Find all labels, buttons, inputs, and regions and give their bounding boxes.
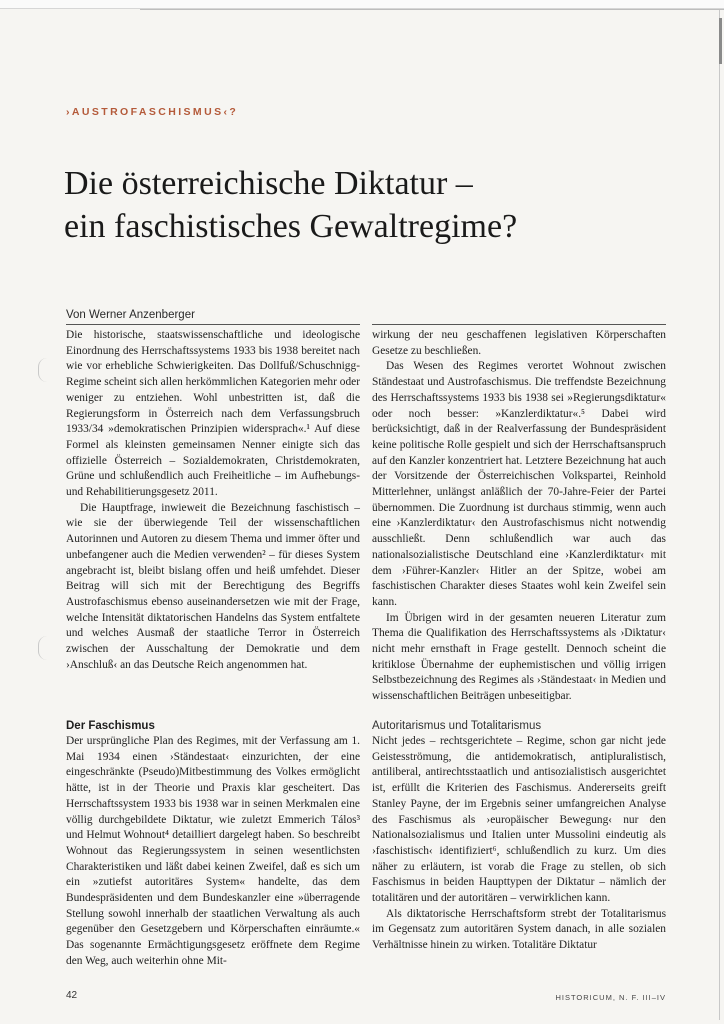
paragraph: Im Übrigen wird in der gesamten neueren Literatur zum Thema die Qualifikation des Herrschaftssystems als ›Diktatur‹ nicht mehr ernsthaft in Frage gestellt. Dennoch scheint die kritiklose Übernahme der euphemistischen und völlig irrigen Selbstbezeichnung des Regimes als ›Ständestaat‹ in Medien und wissenschaftlichen Beiträgen unbeseitigbar. <box>372 611 666 703</box>
title-line-2: ein faschistisches Gewaltregime? <box>64 208 518 245</box>
column-rule-left <box>66 324 360 325</box>
journal-footer: HISTORICUM, N. F. III–IV <box>555 993 666 1002</box>
autoritarismus-section <box>372 718 666 954</box>
faschismus-section <box>66 718 360 970</box>
page-number: 42 <box>66 990 78 1001</box>
section-kicker: ›AUSTROFASCHISMUS‹? <box>66 106 239 118</box>
paragraph: wirkung der neu geschaffenen legislativen Körperschaften Gesetze zu beschließen. <box>372 329 666 357</box>
paragraph: Die Hauptfrage, inwieweit die Bezeichnung faschistisch – wie sie der überwiegende Teil der wissenschaftlichen Autorinnen und Autoren zu diesem Thema und immer öfter und unbefangener auch die Medien verwenden² – für dieses System angebracht ist, bleibt bislang offen und heiß umfehdet. Dieser Beitrag will sich mit der Berechtigung des Begriffs Austrofaschismus ebenso auseinandersetzen wie mit der Frage, welche Intensität diktatorischen Handelns das System entfaltete und welches Ausmaß der staatliche Terror in Österreich zwischen der Ausschaltung der Demokratie und dem ›Anschluß‹ an das Deutsche Reich angenommen hat. <box>66 501 360 671</box>
intro-right-column <box>372 328 666 705</box>
punch-hole <box>38 636 47 660</box>
article-title <box>64 162 664 248</box>
scan-right-edge <box>719 10 720 1020</box>
column-rule-right <box>372 324 666 325</box>
paragraph: Das Wesen des Regimes verortet Wohnout zwischen Ständestaat und Austrofaschismus. Die treffendste Bezeichnung des Herrschaftssystems 1933 bis 1938 sei »Regierungsdiktatur« oder noch besser: »Kanzlerdiktatur«.⁵ Dabei wird berücksichtigt, daß in der Realverfassung der Bundespräsident keine politische Rolle gespielt und sich der Herrschaftsanspruch auf den Kanzler konzentriert hat. Letztere Bezeichnung hat auch der Vorsitzende der Österreichischen Volkspartei, Reinhold Mitterlehner, unlängst anläßlich der 70-Jahre-Feier der Partei übernommen. Die Zuordnung ist durchaus stimmig, wenn auch eine ›Kanzlerdiktatur‹ den Austrofaschismus nicht notwendig ausschließt. Denn schlußendlich war auch das nationalsozialistische Deutschland eine ›Kanzlerdiktatur‹ mit dem ›Führer-Kanzler‹ Hitler an der Spitze, wobei am faschistischen Charakter dieses Staates wohl kein Zweifel sein kann. <box>372 360 666 608</box>
section-heading: Der Faschismus <box>66 720 155 732</box>
intro-left-column <box>66 328 360 673</box>
title-line-1: Die österreichische Diktatur – <box>64 165 473 202</box>
scan-right-mark <box>719 18 722 64</box>
section-heading: Autoritarismus und Totalitarismus <box>372 720 542 732</box>
paragraph: Als diktatorische Herrschaftsform strebt der Totalitarismus im Gegensatz zum autoritären System danach, in alle sozialen Verhältnisse hinein zu wirken. Totalitäre Diktatur <box>372 907 666 952</box>
scan-top-line <box>140 9 724 10</box>
author-byline: Von Werner Anzenberger <box>66 309 195 321</box>
paragraph: Nicht jedes – rechtsgerichtete – Regime, schon gar nicht jede Geistesströmung, die antidemokratisch, antipluralistisch, antiliberal, antirechtsstaatlich und antisozialistisch ausgerichtet ist, erfüllt die Kriterien des Faschismus. Andererseits greift Stanley Payne, der im Ergebnis seiner umfangreichen Analyse des Faschismus als ›europäischer Bewegung‹ nur den Nationalsozialismus und Italien unter Mussolini eindeutig als ›faschistisch‹ identifiziert⁶, schlußendlich zu kurz. Um dies näher zu erläutern, ist vorab die Frage zu stellen, ob sich Faschismus in beiden Haupttypen der Diktatur – nämlich der totalitären und der autoritären – verwirklichen kann. <box>372 735 666 905</box>
paragraph: Der ursprüngliche Plan des Regimes, mit der Verfassung am 1. Mai 1934 einen ›Ständestaat‹ einzurichten, der eine eingeschränkte (Pseudo)Mitbestimmung des Volkes ermöglicht hätte, ist in der Theorie und Praxis klar gescheitert. Das Herrschaftssystem 1933 bis 1938 war in seinen Merkmalen eine völlig durchgebildete Diktatur, wie zuletzt Emmerich Tálos³ und Helmut Wohnout⁴ detailliert dargelegt haben. So beschreibt Wohnout das Regierungssystem in seinen wesentlichsten Charakteristiken und läßt dabei keinen Zweifel, daß es sich um ein »zutiefst autoritäres System« handelte, das dem Bundespräsidenten und dem Bundeskanzler eine »überragende Stellung sowohl innerhalb der staatlichen Verwaltung als auch gegenüber den Gesetzgebern und Körperschaften einräumte.« Das sogenannte Ermächtigungsgesetz eröffnete dem Regime den Weg, auch weiterhin ohne Mit- <box>66 735 360 967</box>
paragraph: Die historische, staatswissenschaftliche und ideologische Einordnung des Herrschaftssystems 1933 bis 1938 bereitet nach wie vor erhebliche Schwierigkeiten. Das Dollfuß/Schuschnigg-Regime scheint sich allen herkömmlichen Kategorien mehr oder weniger zu entziehen. Wohl unbestritten ist, daß die Regierungsform in Österreich nach dem Verfassungsbruch 1933/34 »demokratischen Prinzipien widersprach«.¹ Auf diese Formel als kleinsten gemeinsamen Nenner einigte sich das offizielle Österreich – Sozialdemokraten, Christdemokraten, Grüne und schlußendlich auch Freiheitliche – im Aufhebungs- und Rehabilitierungsgesetz 2011. <box>66 329 360 499</box>
punch-hole <box>38 358 47 382</box>
scan-top-edge <box>0 0 724 9</box>
